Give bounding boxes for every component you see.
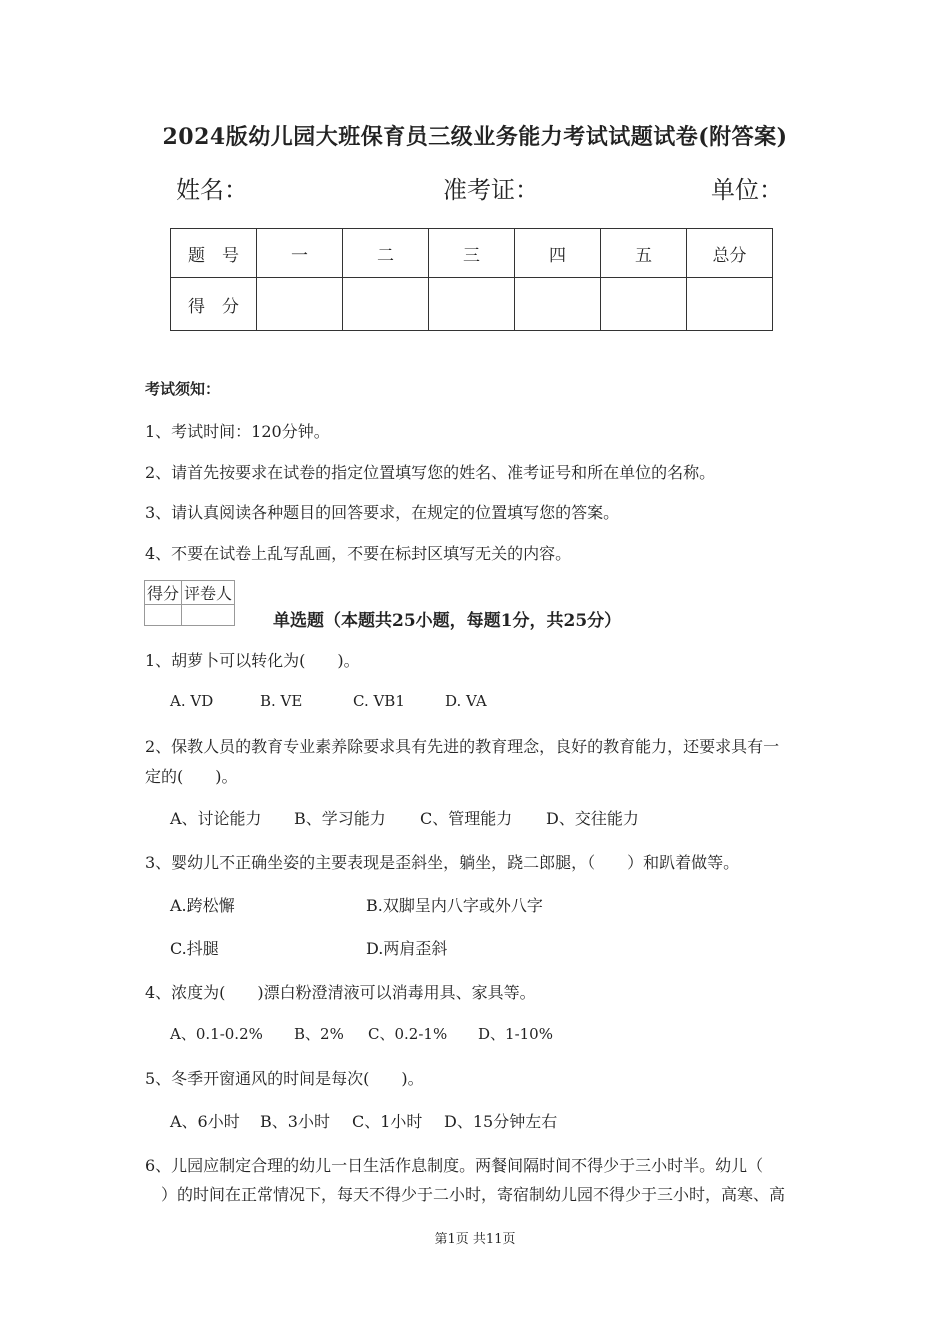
notice-item: 4、不要在试卷上乱写乱画，不要在标封区填写无关的内容。 [145,544,572,563]
option[interactable]: A、0.1-0.2% [170,1025,263,1043]
score-input-cell[interactable] [601,278,687,331]
option[interactable]: D. VA [445,692,487,710]
notice-item: 1、考试时间：120分钟。 [145,422,330,441]
option[interactable]: A、讨论能力 [170,809,262,828]
option[interactable]: C、0.2-1% [368,1025,448,1043]
exam-id-label: 准考证： [443,176,539,204]
exam-title: 2024版幼儿园大班保育员三级业务能力考试试题试卷(附答案) [162,124,788,150]
option[interactable]: A、6小时 [170,1112,240,1131]
question-text: 4、浓度为( )漂白粉澄清液可以消毒用具、家具等。 [145,983,536,1002]
question-text: 5、冬季开窗通风的时间是每次( )。 [145,1069,424,1088]
option[interactable]: B、3小时 [260,1112,330,1131]
option[interactable]: C. VB1 [353,692,405,710]
grader-name-cell[interactable] [182,605,235,626]
table-cell: 三 [429,229,515,278]
option[interactable]: B、2% [294,1025,344,1043]
question-text-cont: 定的( )。 [145,767,238,786]
question-text: 1、胡萝卜可以转化为( )。 [145,651,360,670]
grader-score-cell[interactable] [145,605,182,626]
question-text: 2、保教人员的教育专业素养除要求具有先进的教育理念，良好的教育能力，还要求具有一 [145,737,780,756]
table-cell: 题 号 [171,229,257,278]
score-input-cell[interactable] [257,278,343,331]
score-input-cell[interactable] [687,278,773,331]
option[interactable]: D、1-10% [478,1025,553,1043]
score-input-cell[interactable] [515,278,601,331]
option[interactable]: A. VD [170,692,214,710]
option[interactable]: D.两肩歪斜 [366,939,448,958]
option[interactable]: D、交往能力 [546,809,639,828]
score-input-cell[interactable] [429,278,515,331]
option[interactable]: C、管理能力 [420,809,513,828]
notice-item: 2、请首先按要求在试卷的指定位置填写您的姓名、准考证号和所在单位的名称。 [145,463,716,482]
question-text: 3、婴幼儿不正确坐姿的主要表现是歪斜坐，躺坐，跷二郎腿，（ ）和趴着做等。 [145,853,740,872]
table-cell: 总分 [687,229,773,278]
grader-box [144,580,235,626]
score-table [170,228,773,331]
option[interactable]: C.抖腿 [170,939,219,958]
table-cell: 五 [601,229,687,278]
notice-title: 考试须知： [145,380,221,398]
option[interactable]: C、1小时 [352,1112,423,1131]
unit-label: 单位： [711,176,783,204]
score-table-header-row [171,229,773,278]
option[interactable]: B. VE [260,692,303,710]
score-table-score-row [171,278,773,331]
option[interactable]: A.跨松懈 [170,896,235,915]
notice-item: 3、请认真阅读各种题目的回答要求，在规定的位置填写您的答案。 [145,503,620,522]
grader-score-label: 得分 [145,581,182,605]
score-input-cell[interactable] [343,278,429,331]
section-title: 单选题（本题共25小题，每题1分，共25分） [273,611,622,631]
name-label: 姓名： [176,176,248,204]
table-cell: 四 [515,229,601,278]
grader-name-label: 评卷人 [182,581,235,605]
option[interactable]: B.双脚呈内八字或外八字 [366,896,543,915]
question-text-cont: ）的时间在正常情况下，每天不得少于二小时，寄宿制幼儿园不得少于三小时，高寒、高 [145,1185,786,1204]
table-cell: 一 [257,229,343,278]
page-footer: 第1页 共11页 [434,1232,516,1247]
table-cell: 得 分 [171,278,257,331]
table-cell: 二 [343,229,429,278]
option[interactable]: B、学习能力 [294,809,386,828]
question-text: 6、儿园应制定合理的幼儿一日生活作息制度。两餐间隔时间不得少于三小时半。幼儿（ [145,1156,764,1175]
option[interactable]: D、15分钟左右 [444,1112,558,1131]
